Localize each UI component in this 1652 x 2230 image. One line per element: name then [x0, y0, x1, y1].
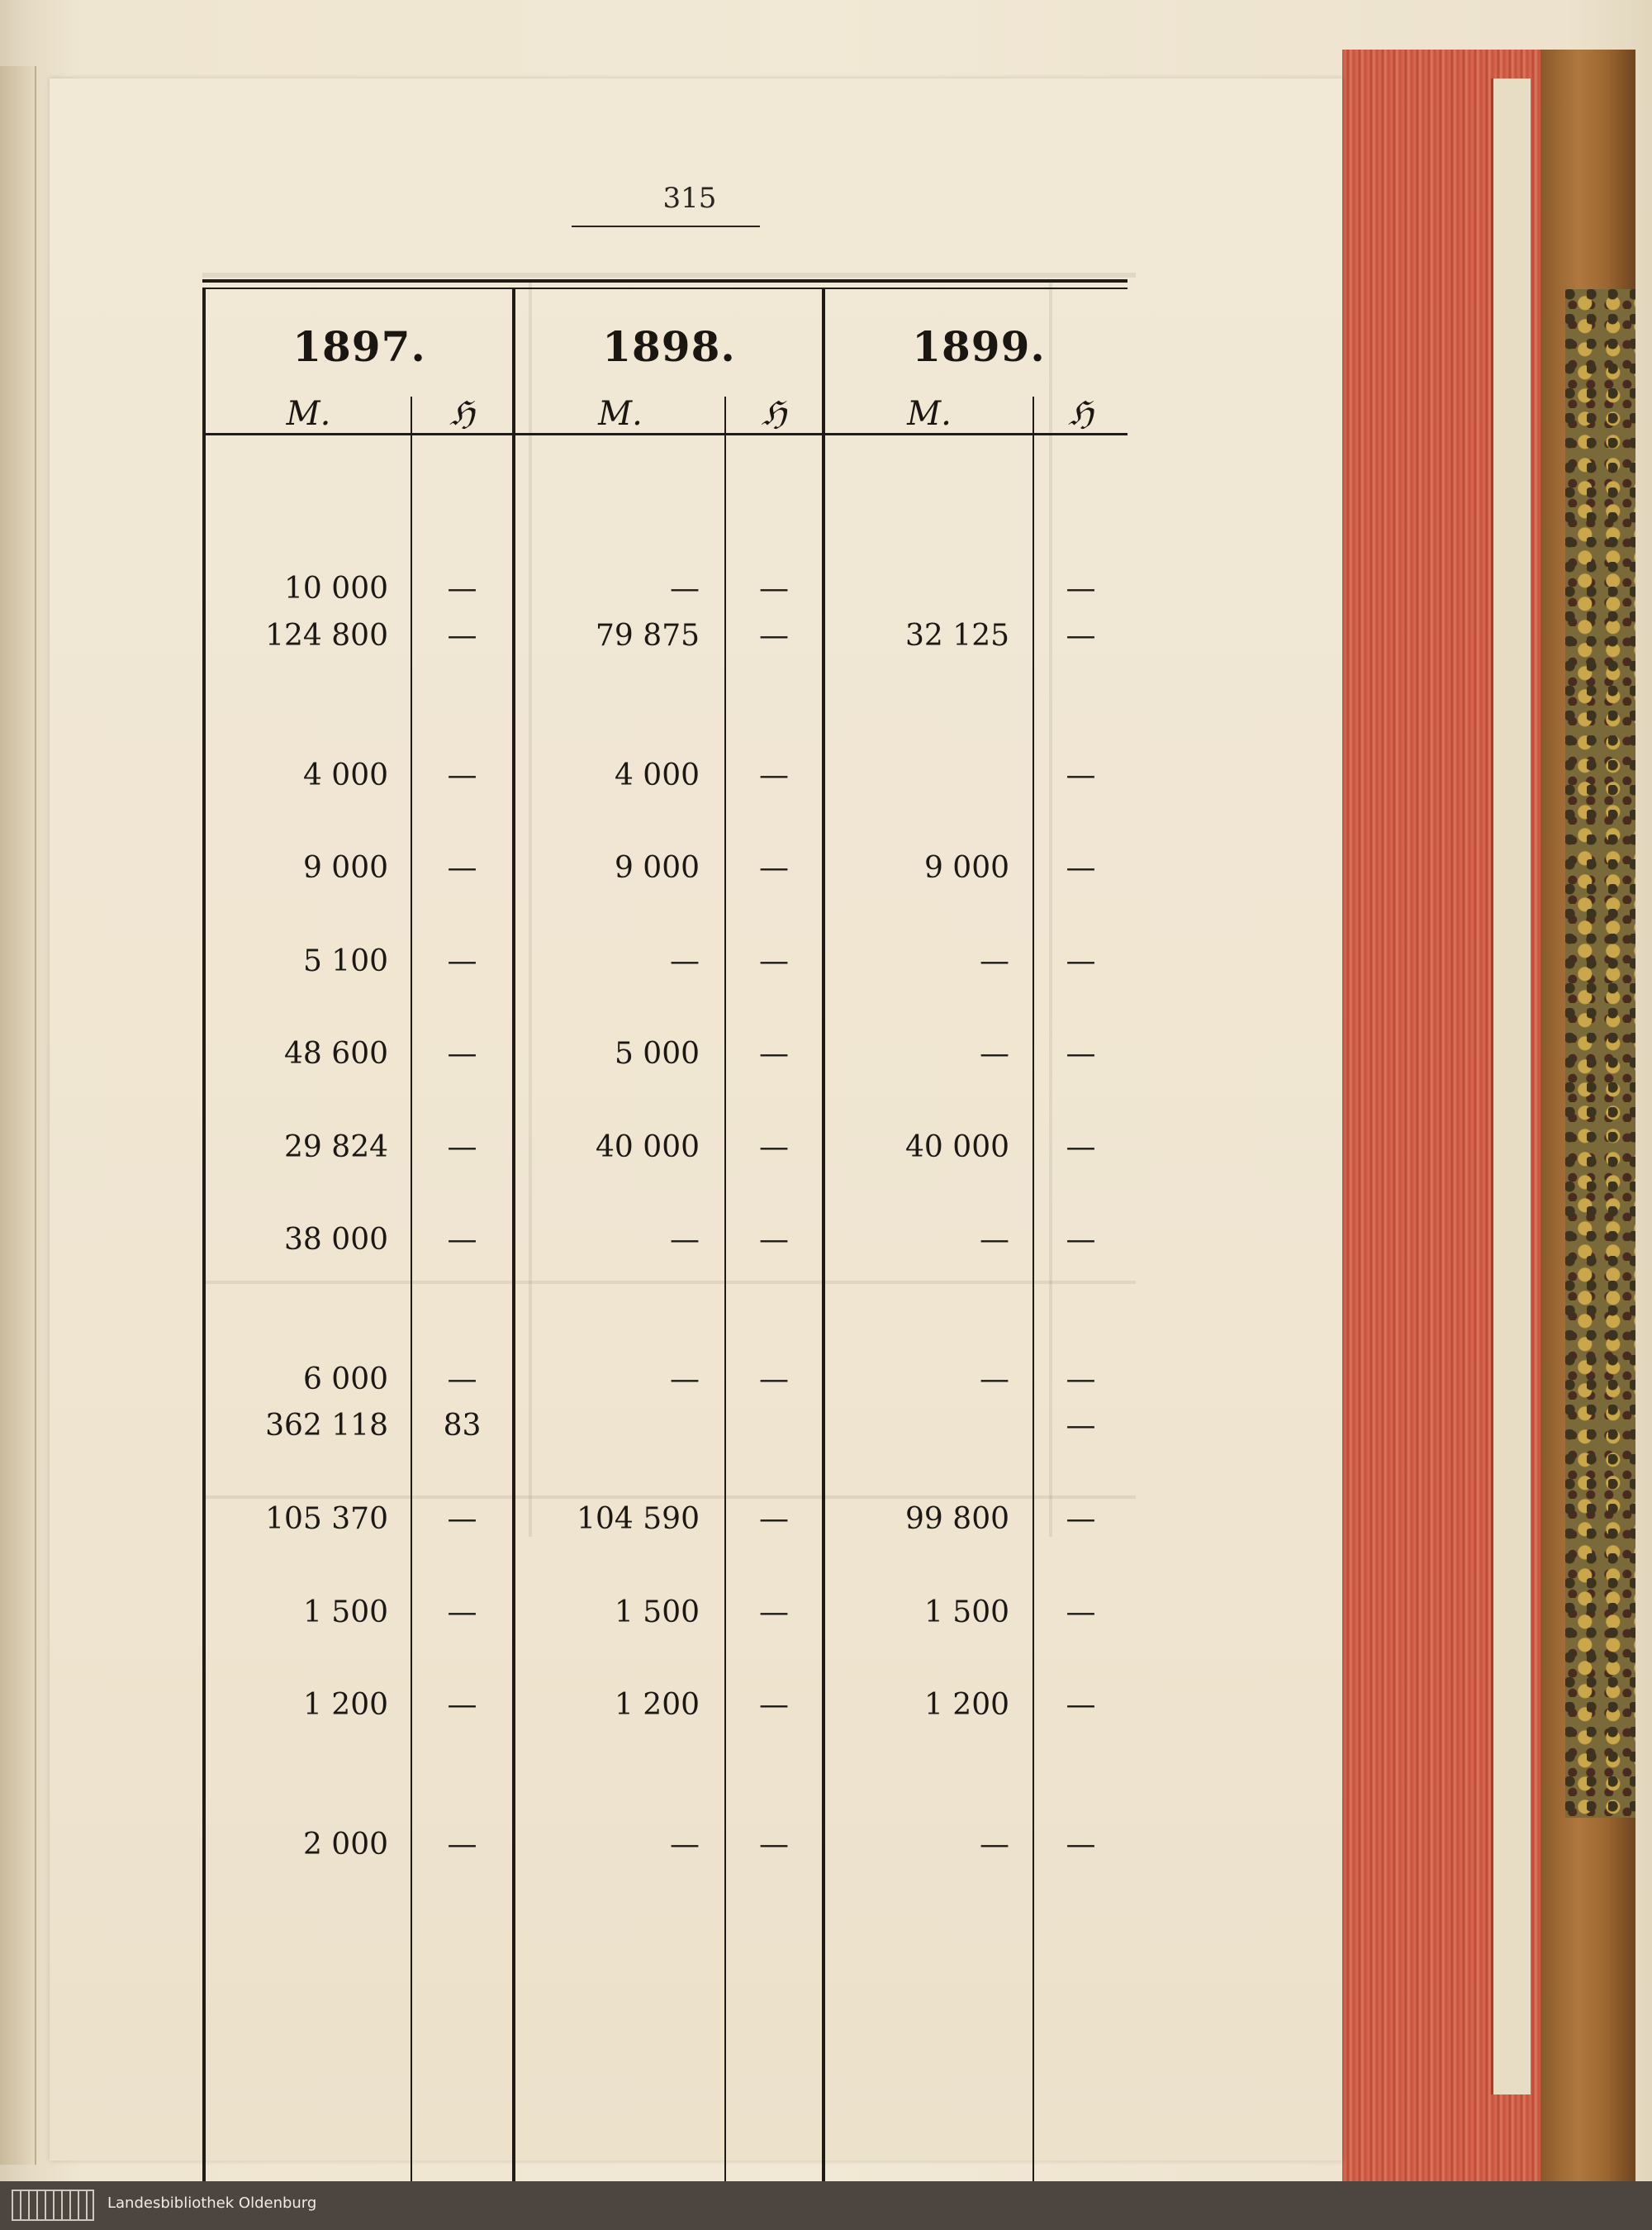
- mark-value-cell: 1 500: [614, 1595, 700, 1629]
- pfennig-value-cell: —: [759, 1130, 789, 1164]
- pfennig-value-cell: —: [447, 619, 477, 653]
- mark-value-cell: —: [670, 1362, 700, 1396]
- pfennig-value-cell: —: [447, 851, 477, 885]
- pfennig-value-cell: —: [759, 572, 789, 606]
- mark-value-cell: 1 500: [923, 1595, 1009, 1629]
- pfennig-value-cell: —: [1066, 1502, 1096, 1536]
- pfennig-value-cell: —: [759, 1595, 789, 1629]
- pfennig-value-cell: —: [759, 1688, 789, 1722]
- unit-pfennig: ℌ: [449, 395, 475, 433]
- table-header-rule: [202, 433, 1127, 435]
- column-divider-thin: [411, 397, 412, 2194]
- mark-value-cell: —: [980, 1037, 1009, 1071]
- column-divider: [822, 289, 825, 2194]
- pfennig-value-cell: —: [1066, 1362, 1096, 1396]
- year-1898: 1898.: [602, 322, 736, 371]
- pfennig-value-cell: —: [1066, 944, 1096, 978]
- page-number-rule: [572, 226, 760, 227]
- mark-value-cell: 2 000: [302, 1828, 388, 1862]
- mark-value-cell: [516, 1407, 700, 1445]
- unit-mark: M.: [286, 395, 331, 433]
- library-logo-icon: [12, 2190, 94, 2221]
- mark-value-cell: 4 000: [302, 758, 388, 792]
- marbled-cover: [1565, 289, 1635, 1818]
- index-tabs-strip: [1491, 78, 1531, 2094]
- mark-value-cell: —: [980, 1828, 1009, 1862]
- year-1897: 1897.: [292, 322, 426, 371]
- pfennig-value-cell: —: [1066, 1595, 1096, 1629]
- mark-value-cell: [826, 1407, 1009, 1445]
- mark-value-cell: —: [980, 1223, 1009, 1257]
- mark-value-cell: 48 600: [284, 1037, 388, 1071]
- show-through-rule: [202, 273, 1136, 278]
- mark-value-cell: 38 000: [284, 1223, 388, 1257]
- unit-pfennig: ℌ: [761, 395, 787, 433]
- column-divider-thin: [1032, 397, 1034, 2194]
- mark-value-cell: 79 875: [596, 619, 700, 653]
- mark-value-cell: 40 000: [905, 1130, 1009, 1164]
- table-top-rule-thin: [202, 288, 1127, 289]
- mark-value-cell: 40 000: [596, 1130, 700, 1164]
- pfennig-value-cell: —: [447, 1037, 477, 1071]
- pfennig-value-cell: —: [447, 1595, 477, 1629]
- mark-value-cell: 5 100: [302, 944, 388, 978]
- pfennig-value-cell: —: [1066, 1409, 1096, 1443]
- pfennig-value-cell: —: [1066, 572, 1096, 606]
- show-through-rule: [1049, 281, 1052, 1537]
- mark-value-cell: 6 000: [302, 1362, 388, 1396]
- pfennig-value-cell: —: [759, 1223, 789, 1257]
- page-number: 315: [662, 182, 717, 215]
- show-through-rule: [202, 1281, 1136, 1284]
- mark-value-cell: —: [980, 1362, 1009, 1396]
- column-divider: [512, 289, 515, 2194]
- pfennig-value-cell: —: [1066, 851, 1096, 885]
- mark-value-cell: 124 800: [265, 619, 388, 653]
- pfennig-value-cell: —: [1066, 1130, 1096, 1164]
- mark-value-cell: —: [670, 572, 700, 606]
- pfennig-value-cell: —: [447, 572, 477, 606]
- pfennig-value-cell: —: [447, 1130, 477, 1164]
- pfennig-value-cell: —: [759, 1502, 789, 1536]
- unit-pfennig: ℌ: [1068, 395, 1094, 433]
- mark-value-cell: —: [670, 1828, 700, 1862]
- mark-value-cell: —: [980, 944, 1009, 978]
- mark-value-cell: 105 370: [265, 1502, 388, 1536]
- pfennig-value-cell: —: [1066, 1223, 1096, 1257]
- unit-mark: M.: [598, 395, 643, 433]
- pfennig-value-cell: —: [1066, 619, 1096, 653]
- footer-bar: [0, 2181, 1652, 2230]
- pfennig-value-cell: —: [447, 1362, 477, 1396]
- mark-value-cell: 9 000: [923, 851, 1009, 885]
- mark-value-cell: 1 200: [302, 1688, 388, 1722]
- mark-value-cell: 29 824: [284, 1130, 388, 1164]
- mark-value-cell: 9 000: [302, 851, 388, 885]
- mark-value-cell: 32 125: [905, 619, 1009, 653]
- pfennig-value-cell: —: [447, 944, 477, 978]
- mark-value-cell: 5 000: [614, 1037, 700, 1071]
- pfennig-value-cell: [726, 1407, 822, 1445]
- mark-value-cell: 362 118: [265, 1409, 388, 1443]
- mark-value-cell: —: [670, 1223, 700, 1257]
- left-page-edge: [0, 66, 36, 2165]
- pfennig-value-cell: —: [759, 758, 789, 792]
- mark-value-cell: 1 200: [614, 1688, 700, 1722]
- pfennig-value-cell: —: [1066, 1037, 1096, 1071]
- table-top-rule: [202, 279, 1127, 283]
- pfennig-value-cell: —: [759, 619, 789, 653]
- unit-mark: M.: [907, 395, 952, 433]
- mark-value-cell: 9 000: [614, 851, 700, 885]
- pfennig-value-cell: —: [447, 758, 477, 792]
- pfennig-value-cell: 83: [443, 1409, 482, 1443]
- pfennig-value-cell: —: [759, 1037, 789, 1071]
- pfennig-value-cell: —: [759, 944, 789, 978]
- mark-value-cell: —: [670, 944, 700, 978]
- pfennig-value-cell: —: [759, 851, 789, 885]
- year-1899: 1899.: [912, 322, 1046, 371]
- pfennig-value-cell: —: [1066, 1688, 1096, 1722]
- pfennig-value-cell: —: [447, 1223, 477, 1257]
- mark-value-cell: 1 200: [923, 1688, 1009, 1722]
- mark-value-cell: [826, 757, 1009, 795]
- pfennig-value-cell: —: [447, 1688, 477, 1722]
- column-divider: [202, 289, 206, 2194]
- pfennig-value-cell: —: [759, 1828, 789, 1862]
- pfennig-value-cell: —: [1066, 1828, 1096, 1862]
- show-through-rule: [202, 1495, 1136, 1499]
- mark-value-cell: 99 800: [905, 1502, 1009, 1536]
- mark-value-cell: 10 000: [284, 572, 388, 606]
- pfennig-value-cell: —: [447, 1502, 477, 1536]
- pfennig-value-cell: —: [447, 1828, 477, 1862]
- mark-value-cell: 1 500: [302, 1595, 388, 1629]
- mark-value-cell: 104 590: [577, 1502, 700, 1536]
- mark-value-cell: 4 000: [614, 758, 700, 792]
- mark-value-cell: [826, 570, 1009, 608]
- column-divider-thin: [724, 397, 726, 2194]
- pfennig-value-cell: —: [759, 1362, 789, 1396]
- footer-library-name: Landesbibliothek Oldenburg: [107, 2194, 317, 2212]
- pfennig-value-cell: —: [1066, 758, 1096, 792]
- show-through-rule: [529, 281, 532, 1537]
